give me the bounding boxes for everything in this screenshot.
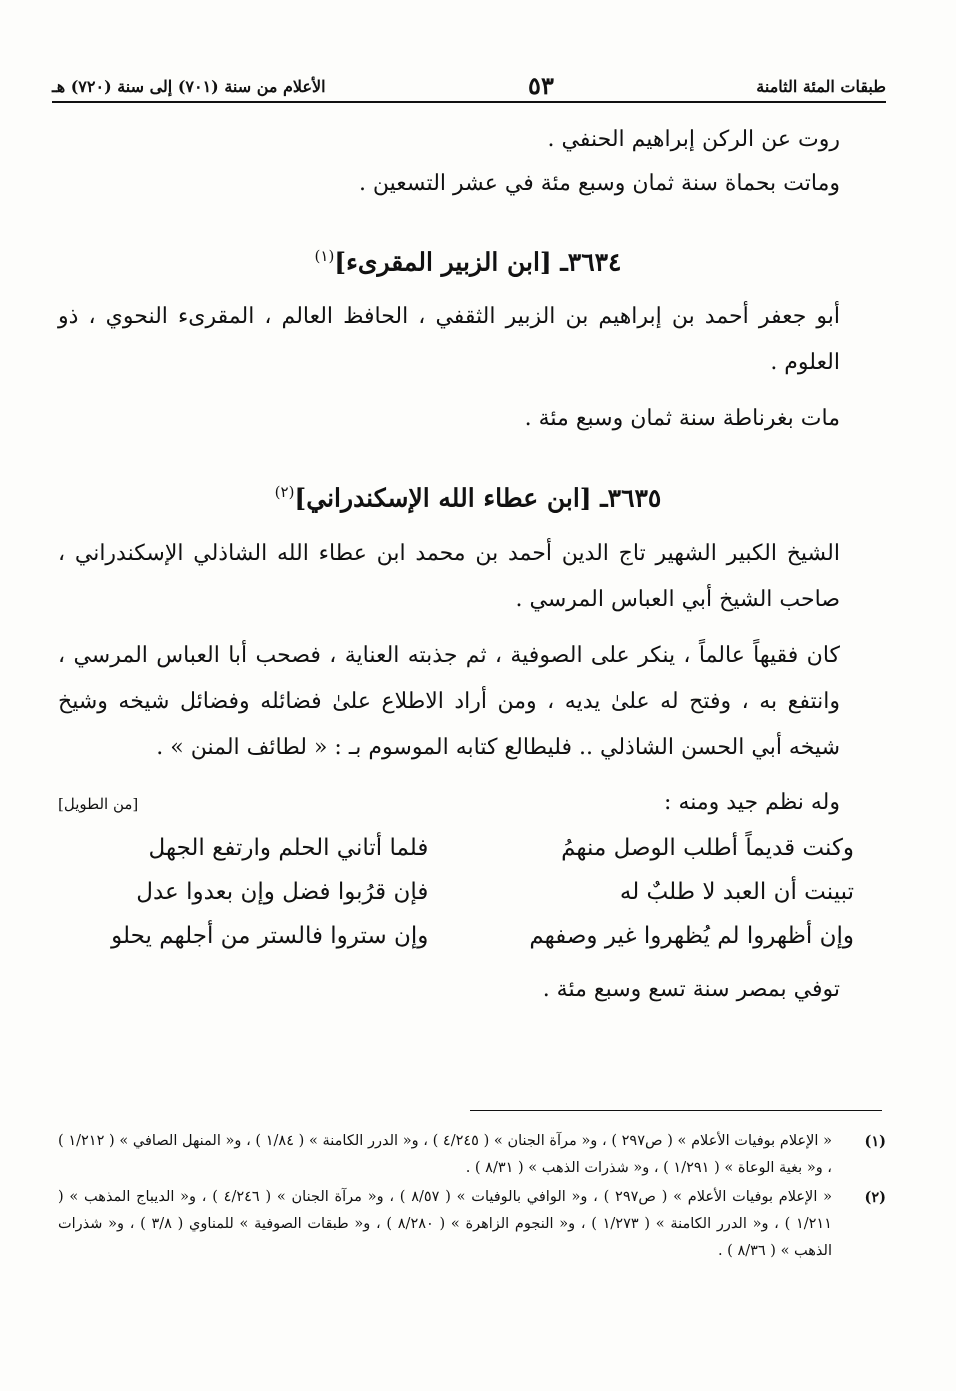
poem [58, 826, 878, 958]
verse-line [58, 870, 878, 914]
footnote-text: « الإعلام بوفيات الأعلام » ( ص٢٩٧ ) ، و« مرآة الجنان » ( ٤/٢٤٥ ) ، و« الدرر الكامنة » ( ١/٨٤ ) ، و« المنهل الصافي » ( ١/٢١٢ ) ، و« بغية الوعاة » ( ١/٢٩١ ) ، و« شذرات الذهب » ( ٨/٣١ ) . [58, 1133, 832, 1176]
poem-meter: [من الطويل] [58, 794, 139, 813]
footnote [58, 1184, 886, 1265]
header-divider [52, 101, 886, 103]
header-section-title: طبقات المئة الثامنة [756, 77, 886, 96]
verse-line [58, 826, 878, 870]
header-volume-range: الأعلام من سنة (٧٠١) إلى سنة (٧٢٠) هـ [52, 77, 326, 96]
entry-title: ٣٦٣٥ـ [ابن عطاء الله الإسكندراني] [294, 483, 662, 513]
entry-title: ٣٦٣٤ـ [ابن الزبير المقرىء] [334, 247, 622, 277]
text-line: روت عن الركن إبراهيم الحنفي . [547, 127, 840, 152]
running-header [52, 60, 886, 100]
verse-second-hemistich: فلما أتاني الحلم وارتفع الجهل [148, 834, 429, 861]
footnote [58, 1128, 886, 1182]
page-body [58, 118, 878, 1012]
entry-heading [58, 230, 878, 288]
entry-heading [58, 466, 878, 524]
page-number: ٥٣ [528, 71, 554, 100]
text-line: وماتت بحماة سنة ثمان وسبع مئة في عشر التسعين . [358, 171, 840, 196]
verse-line [58, 914, 878, 958]
entry-paragraph: الشيخ الكبير الشهير تاج الدين أحمد بن محمد ابن عطاء الله الشاذلي الإسكندراني ، صاحب الشيخ أبي العباس المرسي . [58, 540, 840, 612]
verse-second-hemistich: وإن ستروا فالستر من أجلهم يحلو [111, 922, 429, 949]
footnotes [58, 1128, 886, 1267]
footnote-ref: (١) [314, 247, 335, 265]
entry-closing-line: توفي بمصر سنة تسع وسبع مئة . [542, 976, 840, 1002]
verse-first-hemistich: تبينت أن العبد لا طلبٌ له [619, 878, 854, 905]
entry-paragraph: أبو جعفر أحمد بن إبراهيم بن الزبير الثقفي ، الحافظ العالم ، المقرىء النحوي ، ذو العلوم . [58, 304, 840, 376]
verse-second-hemistich: فإن قرُبوا فضل وإن بعدوا عدل [136, 878, 429, 905]
footnote-ref: (٢) [274, 483, 295, 502]
entry-paragraph: كان فقيهاً عالماً ، ينكر على الصوفية ، ثم جذبته العناية ، فصحب أبا العباس المرسي ، وانتفع به ، وفتح له علىٰ يديه ، ومن أراد الاطلاع علىٰ فضائله وفضائل شيخه وشيخ شيخه أبي الحسن الشاذلي .. فليطالع كتابه الموسوم بـ : « لطائف المنن » . [58, 642, 840, 760]
footnote-number: (٢) [864, 1189, 886, 1206]
poem-intro: وله نظم جيد ومنه : [664, 789, 840, 815]
footnote-divider [470, 1110, 882, 1111]
verse-first-hemistich: وإن أظهروا لم يُظهروا غير وصفهم [529, 922, 854, 949]
footnote-number: (١) [864, 1133, 886, 1150]
footnote-text: « الإعلام بوفيات الأعلام » ( ص٢٩٧ ) ، و« الوافي بالوفيات » ( ٨/٥٧ ) ، و« مرآة الجنان » ( ٤/٢٤٦ ) ، و« الديباج المذهب » ( ١/٢١١ ) ، و« الدرر الكامنة » ( ١/٢٧٣ ) ، و« النجوم الزاهرة » ( ٨/٢٨٠ ) ، و« طبقات الصوفية » للمناوي ( ٣/٨ ) ، و« شذرات الذهب » ( ٨/٣٦ ) . [58, 1189, 832, 1259]
poem-intro-row [58, 781, 878, 826]
entry-paragraph: مات بغرناطة سنة ثمان وسبع مئة . [524, 406, 840, 432]
verse-first-hemistich: وكنت قديماً أطلب الوصل منهمُ [561, 834, 854, 861]
